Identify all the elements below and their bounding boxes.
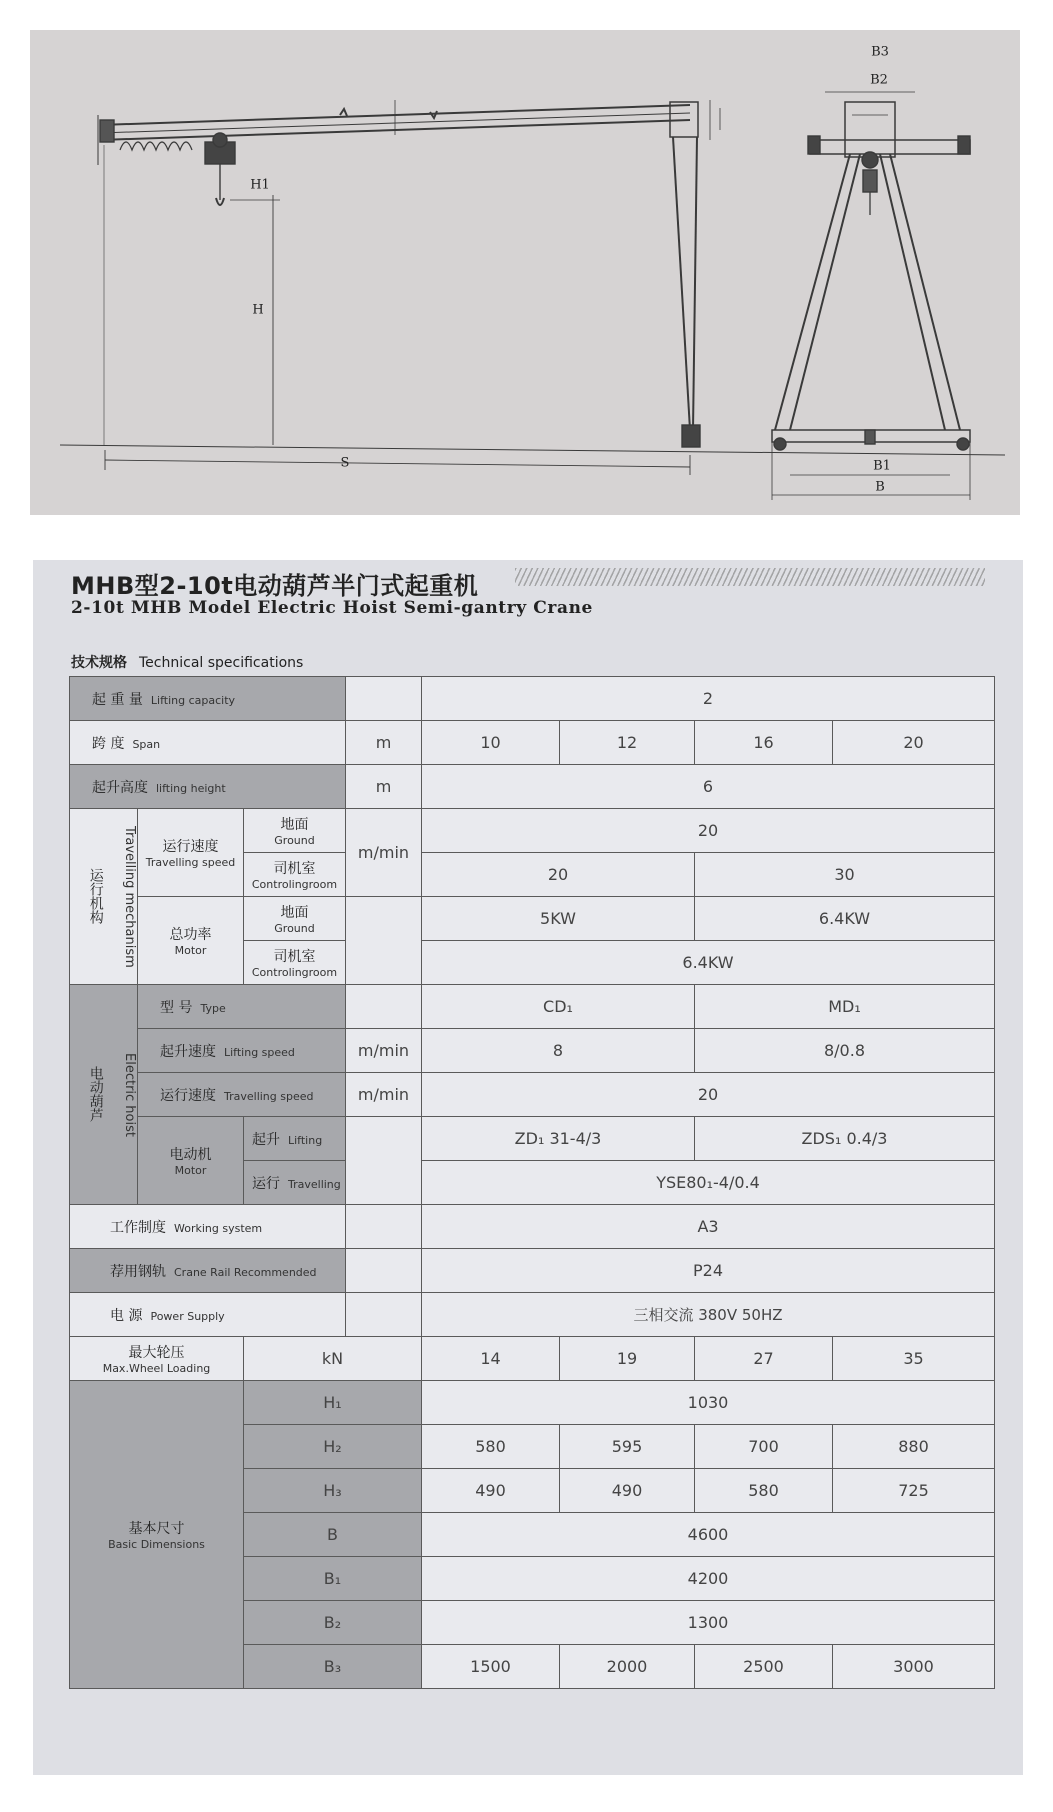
row-hoist-lifting-speed [70,1029,995,1073]
value-power-supply: 三相交流 380V 50HZ [422,1293,995,1337]
row-power-supply [70,1293,995,1337]
value-span-2: 12 [560,721,695,765]
label-hoist-travelling-speed: 运行速度 Travelling speed [138,1073,346,1117]
title-hatch-decoration [515,568,985,586]
group-basic-dimensions: 基本尺寸 Basic Dimensions [70,1381,244,1689]
value-max-wheel-2: 19 [560,1337,695,1381]
value-motor-control: 6.4KW [422,941,995,985]
sheet-title-en: 2-10t MHB Model Electric Hoist Semi-gantry Crane [71,598,593,618]
label-ground-1: 地面 Ground [244,809,346,853]
value-crane-rail: P24 [422,1249,995,1293]
dim-label-b2: B2 [870,72,888,88]
unit-working-system [346,1205,422,1249]
value-dim-b3-2: 2000 [560,1645,695,1689]
row-lifting-capacity [70,677,995,721]
unit-travelling-speed: m/min [346,809,422,897]
value-travel-speed-ground: 20 [422,809,995,853]
label-working-system: 工作制度 Working system [70,1205,346,1249]
row-travel-speed-ground [70,809,995,853]
value-lifting-height: 6 [422,765,995,809]
row-span [70,721,995,765]
row-hoist-motor-lifting [70,1117,995,1161]
unit-power-supply [346,1293,422,1337]
label-lifting-capacity: 起 重 量 Lifting capacity [70,677,346,721]
value-dim-h2-2: 595 [560,1425,695,1469]
value-hoist-travelling-speed: 20 [422,1073,995,1117]
unit-total-power [346,897,422,985]
unit-crane-rail [346,1249,422,1293]
row-hoist-type [70,985,995,1029]
value-hoist-type-1: CD₁ [422,985,695,1029]
unit-max-wheel: kN [244,1337,422,1381]
label-control-room-2: 司机室 Controlingroom [244,941,346,985]
label-lifting-height: 起升高度 lifting height [70,765,346,809]
value-hoist-lifting-speed-1: 8 [422,1029,695,1073]
value-dim-b2: 1300 [422,1601,995,1645]
value-hoist-lifting-speed-2: 8/0.8 [695,1029,995,1073]
unit-hoist-travelling-speed: m/min [346,1073,422,1117]
spec-table [69,676,995,1689]
label-dim-b: B [244,1513,422,1557]
value-dim-b1: 4200 [422,1557,995,1601]
value-span-1: 10 [422,721,560,765]
label-total-power: 总功率 Motor [138,897,244,985]
value-motor-ground-1: 5KW [422,897,695,941]
value-max-wheel-4: 35 [833,1337,995,1381]
value-dim-b: 4600 [422,1513,995,1557]
unit-span: m [346,721,422,765]
dim-label-h: H [252,302,264,318]
label-max-wheel: 最大轮压 Max.Wheel Loading [70,1337,244,1381]
crane-drawing-svg [30,30,1020,515]
value-hoist-type-2: MD₁ [695,985,995,1029]
unit-lifting-capacity [346,677,422,721]
label-dim-b2: B₂ [244,1601,422,1645]
crane-drawing [30,30,1020,515]
row-dim-h1 [70,1381,995,1425]
value-lifting-capacity: 2 [422,677,995,721]
label-dim-h2: H₂ [244,1425,422,1469]
value-span-3: 16 [695,721,833,765]
unit-hoist-motor [346,1117,422,1205]
value-hoist-motor-lifting-2: ZDS₁ 0.4/3 [695,1117,995,1161]
value-dim-h3-2: 490 [560,1469,695,1513]
section-heading-cn: 技术规格 [71,655,127,671]
value-dim-h3-4: 725 [833,1469,995,1513]
label-span: 跨 度 Span [70,721,346,765]
label-dim-b1: B₁ [244,1557,422,1601]
group-travelling-mechanism: 运行机构 Travelling mechanism [70,809,138,985]
section-heading-en: Technical specifications [139,655,304,671]
value-hoist-motor-lifting-1: ZD₁ 31-4/3 [422,1117,695,1161]
unit-hoist-type [346,985,422,1029]
dim-label-b3: B3 [871,44,889,60]
dim-label-b1: B1 [873,458,891,474]
section-heading [71,652,303,672]
value-dim-h2-3: 700 [695,1425,833,1469]
label-hoist-lifting-speed: 起升速度 Lifting speed [138,1029,346,1073]
label-power-supply: 电 源 Power Supply [70,1293,346,1337]
row-crane-rail [70,1249,995,1293]
value-motor-ground-2: 6.4KW [695,897,995,941]
label-crane-rail: 荐用钢轨 Crane Rail Recommended [70,1249,346,1293]
value-dim-b3-1: 1500 [422,1645,560,1689]
row-max-wheel [70,1337,995,1381]
dim-label-h1: H1 [250,177,270,193]
row-working-system [70,1205,995,1249]
dim-label-b: B [875,479,885,495]
label-dim-h3: H₃ [244,1469,422,1513]
label-ground-2: 地面 Ground [244,897,346,941]
row-lifting-height [70,765,995,809]
row-hoist-travelling-speed [70,1073,995,1117]
value-travel-speed-control-2: 30 [695,853,995,897]
label-control-room-1: 司机室 Controlingroom [244,853,346,897]
label-hoist-type: 型 号 Type [138,985,346,1029]
label-hoist-motor-travelling: 运行 Travelling [244,1161,346,1205]
value-dim-h1: 1030 [422,1381,995,1425]
value-dim-h2-4: 880 [833,1425,995,1469]
value-hoist-motor-travelling: YSE80₁-4/0.4 [422,1161,995,1205]
row-motor-ground [70,897,995,941]
value-travel-speed-control-1: 20 [422,853,695,897]
value-dim-h3-1: 490 [422,1469,560,1513]
value-span-4: 20 [833,721,995,765]
value-working-system: A3 [422,1205,995,1249]
label-hoist-motor: 电动机 Motor [138,1117,244,1205]
value-max-wheel-3: 27 [695,1337,833,1381]
value-dim-b3-4: 3000 [833,1645,995,1689]
spec-sheet [33,560,1023,1775]
value-dim-h3-3: 580 [695,1469,833,1513]
unit-hoist-lifting-speed: m/min [346,1029,422,1073]
value-dim-h2-1: 580 [422,1425,560,1469]
label-dim-b3: B₃ [244,1645,422,1689]
dim-label-s: S [340,455,350,471]
label-travelling-speed: 运行速度 Travelling speed [138,809,244,897]
group-electric-hoist: 电动葫芦 Electric hoist [70,985,138,1205]
label-dim-h1: H₁ [244,1381,422,1425]
value-max-wheel-1: 14 [422,1337,560,1381]
unit-lifting-height: m [346,765,422,809]
sheet-title-cn: MHB型2-10t电动葫芦半门式起重机 [71,572,479,600]
value-dim-b3-3: 2500 [695,1645,833,1689]
label-hoist-motor-lifting: 起升 Lifting [244,1117,346,1161]
